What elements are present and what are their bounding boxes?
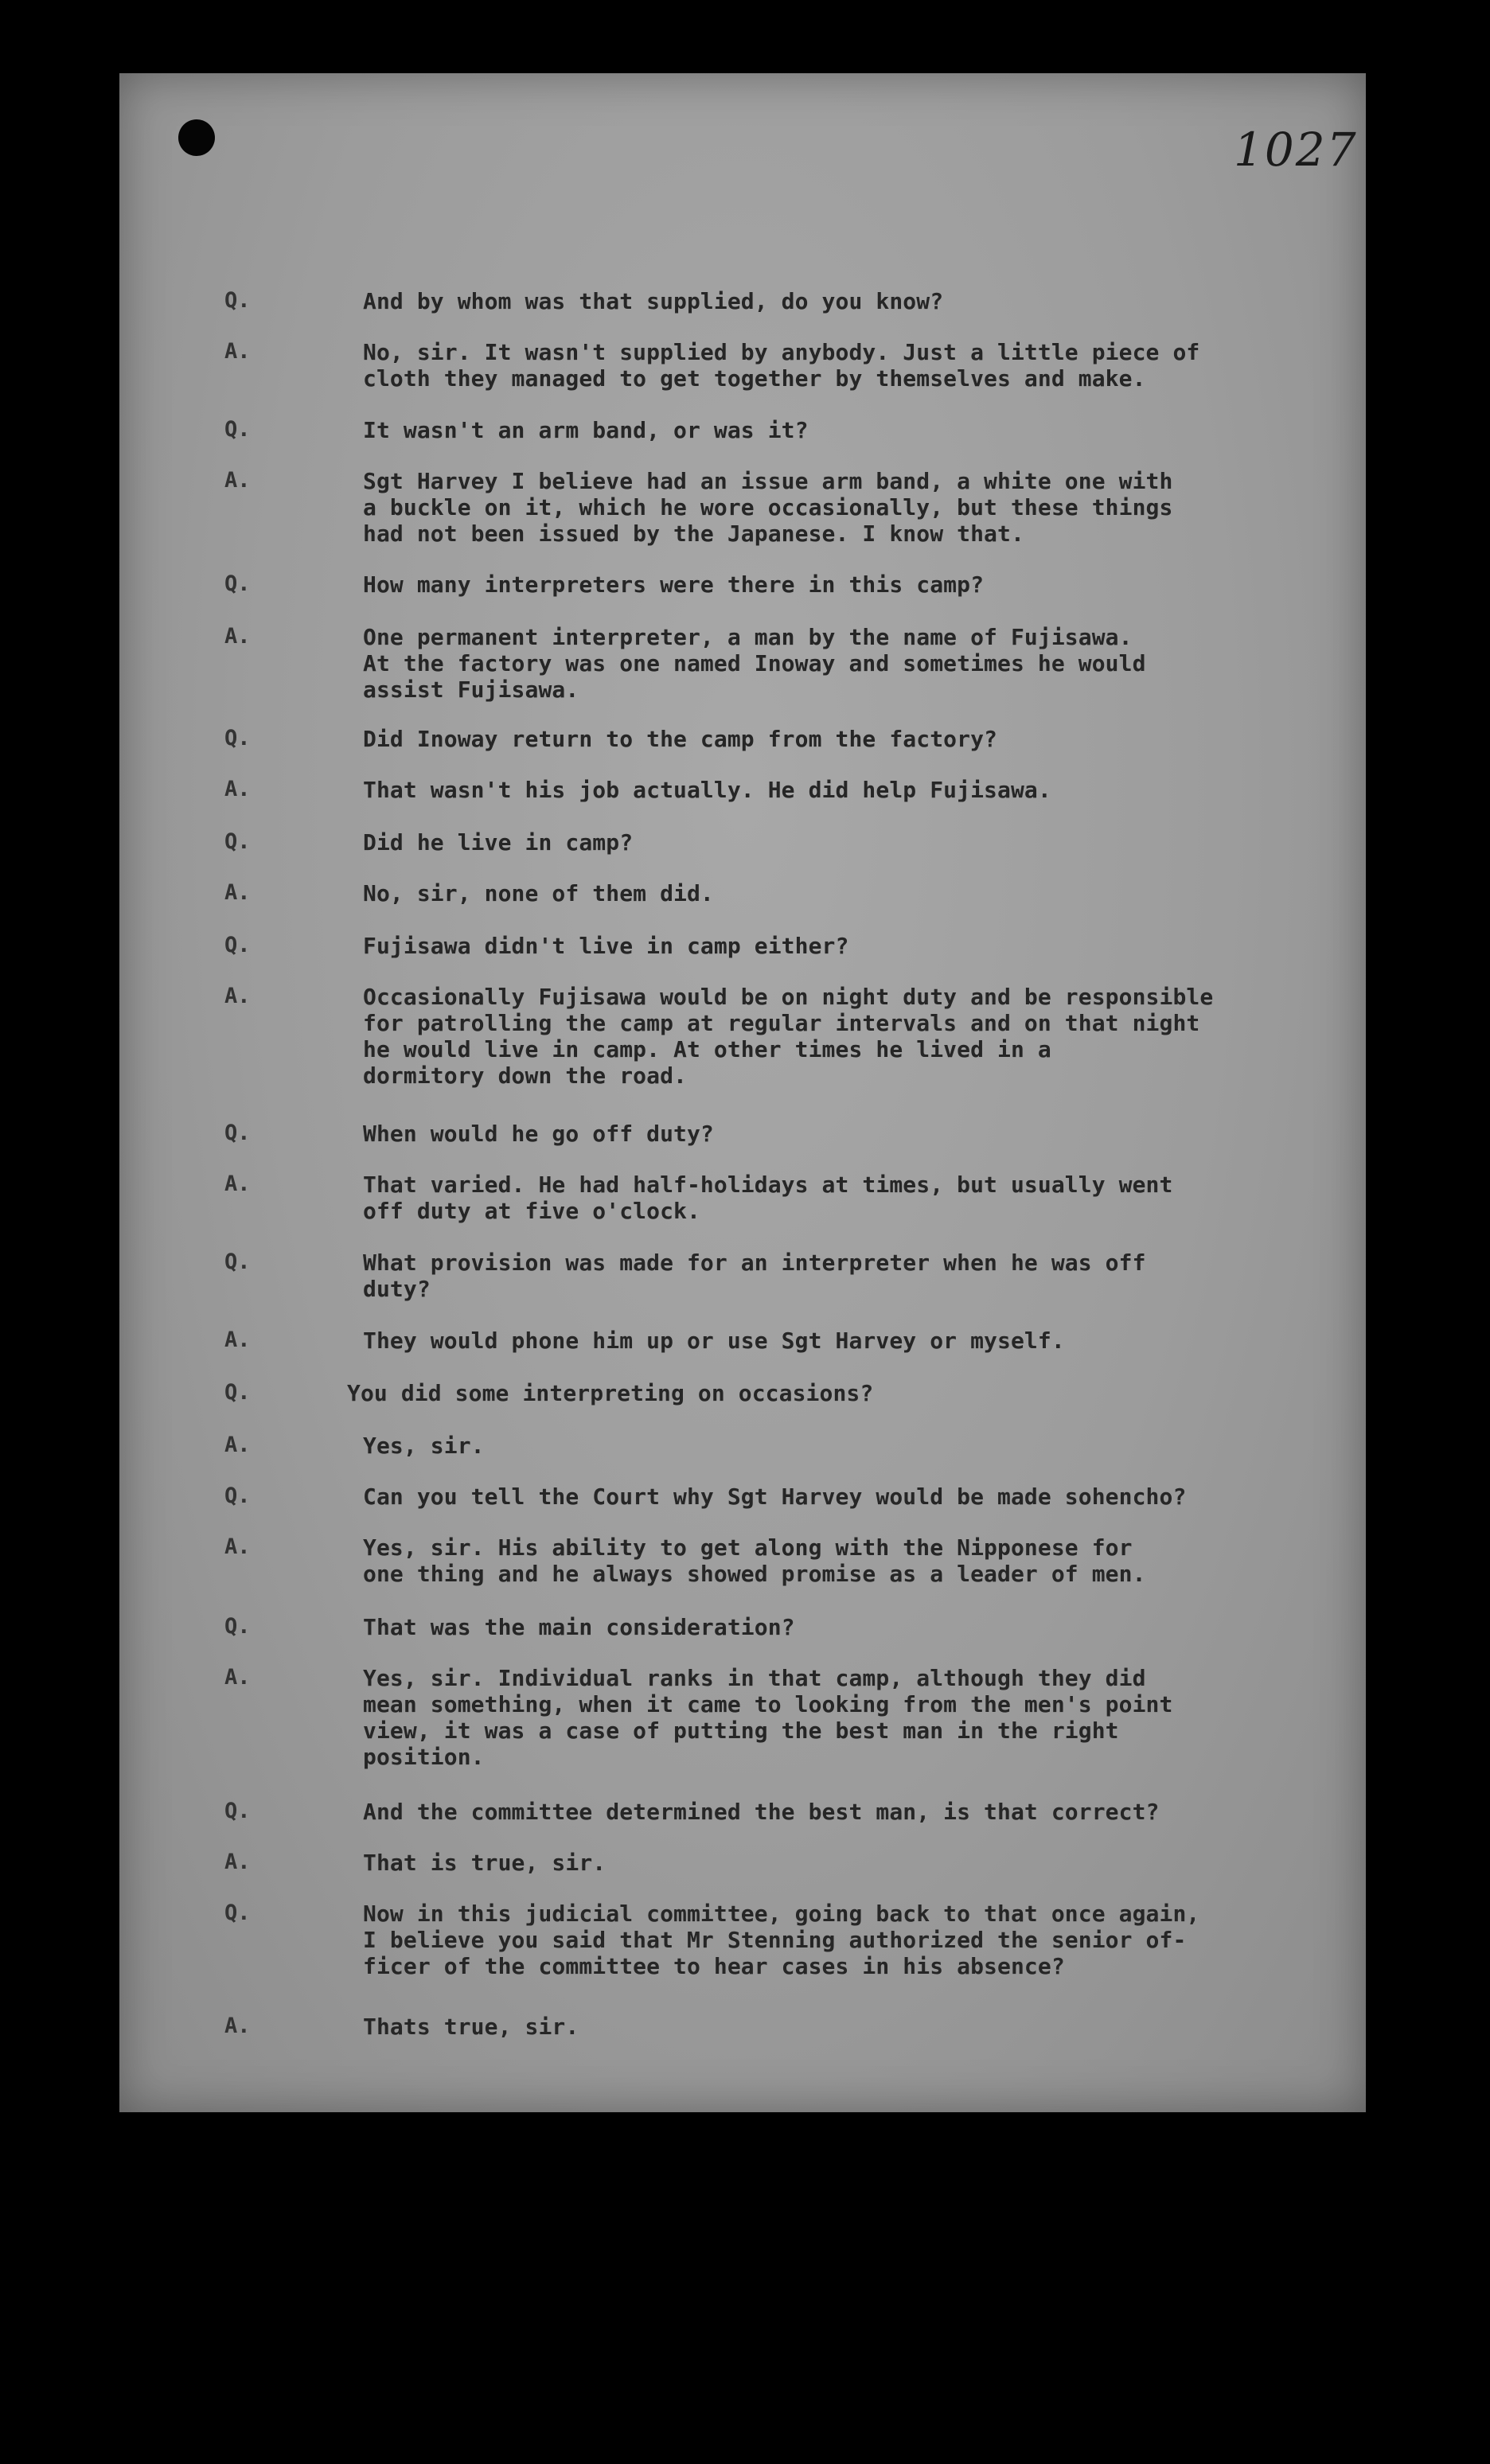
exchange-text: How many interpreters were there in this camp? xyxy=(363,571,985,598)
exchange-text: Yes, sir. xyxy=(363,1433,485,1459)
exchange-text: And the committee determined the best man, is that correct? xyxy=(363,1799,1160,1825)
exchange-text: Sgt Harvey I believe had an issue arm band, a white one with a buckle on it, which he wore occasionally, but these things had not been issued by the Japanese. I know that. xyxy=(363,468,1173,547)
speaker-label: A. xyxy=(224,1433,251,1457)
speaker-label: Q. xyxy=(224,1614,251,1639)
speaker-label: Q. xyxy=(224,288,251,313)
exchange-text: That varied. He had half-holidays at times, but usually went off duty at five o'clock. xyxy=(363,1172,1173,1224)
exchange-text: Thats true, sir. xyxy=(363,2014,579,2040)
speaker-label: A. xyxy=(224,1534,251,1559)
exchange-text: Yes, sir. His ability to get along with the Nipponese for one thing and he always showed promise as a leader of men. xyxy=(363,1534,1146,1587)
exchange-text: Did Inoway return to the camp from the factory? xyxy=(363,726,997,752)
speaker-label: A. xyxy=(224,624,251,649)
exchange-text: That is true, sir. xyxy=(363,1850,607,1876)
speaker-label: Q. xyxy=(224,571,251,596)
speaker-label: A. xyxy=(224,1172,251,1196)
document-page xyxy=(119,73,1366,2112)
exchange-text: Can you tell the Court why Sgt Harvey would be made sohencho? xyxy=(363,1483,1187,1510)
exchange-text: One permanent interpreter, a man by the name of Fujisawa. At the factory was one named Inoway and sometimes he would assist Fujisawa. xyxy=(363,624,1146,703)
exchange-text: It wasn't an arm band, or was it? xyxy=(363,417,809,443)
exchange-text: What provision was made for an interpreter when he was off duty? xyxy=(363,1250,1146,1302)
speaker-label: A. xyxy=(224,777,251,801)
exchange-text: Occasionally Fujisawa would be on night duty and be responsible for patrolling the camp at regular intervals and on that night he would live in camp. At other times he lived in a dormitory down the road. xyxy=(363,984,1214,1089)
speaker-label: A. xyxy=(224,880,251,905)
speaker-label: A. xyxy=(224,1665,251,1690)
speaker-label: A. xyxy=(224,2014,251,2038)
exchange-text: That was the main consideration? xyxy=(363,1614,795,1640)
exchange-text: And by whom was that supplied, do you know? xyxy=(363,288,944,314)
speaker-label: Q. xyxy=(224,417,251,442)
exchange-text: No, sir, none of them did. xyxy=(363,880,714,906)
punch-hole xyxy=(178,119,215,156)
speaker-label: Q. xyxy=(224,1901,251,1925)
speaker-label: Q. xyxy=(224,726,251,751)
speaker-label: Q. xyxy=(224,1121,251,1145)
exchange-text: Yes, sir. Individual ranks in that camp, although they did mean something, when it came to looking from the men's point view, it was a case of putting the best man in the right position. xyxy=(363,1665,1173,1770)
exchange-text: You did some interpreting on occasions? xyxy=(347,1380,874,1406)
exchange-text: Did he live in camp? xyxy=(363,829,634,856)
speaker-label: Q. xyxy=(224,1380,251,1405)
exchange-text: Now in this judicial committee, going back to that once again, I believe you said that Mr Stenning authorized the senior of- ficer of the committee to hear cases in his absence? xyxy=(363,1901,1200,1979)
page-number: 1027 xyxy=(1234,123,1358,177)
exchange-text: When would he go off duty? xyxy=(363,1121,714,1147)
speaker-label: A. xyxy=(224,984,251,1008)
speaker-label: A. xyxy=(224,1328,251,1352)
exchange-text: They would phone him up or use Sgt Harvey or myself. xyxy=(363,1328,1065,1354)
exchange-text: That wasn't his job actually. He did help Fujisawa. xyxy=(363,777,1051,803)
speaker-label: A. xyxy=(224,468,251,493)
speaker-label: A. xyxy=(224,1850,251,1874)
exchange-text: No, sir. It wasn't supplied by anybody. Just a little piece of cloth they managed to get together by themselves and make. xyxy=(363,339,1200,392)
speaker-label: Q. xyxy=(224,1799,251,1823)
speaker-label: Q. xyxy=(224,1250,251,1274)
exchange-text: Fujisawa didn't live in camp either? xyxy=(363,933,849,959)
speaker-label: Q. xyxy=(224,933,251,957)
speaker-label: A. xyxy=(224,339,251,364)
speaker-label: Q. xyxy=(224,829,251,854)
speaker-label: Q. xyxy=(224,1483,251,1508)
